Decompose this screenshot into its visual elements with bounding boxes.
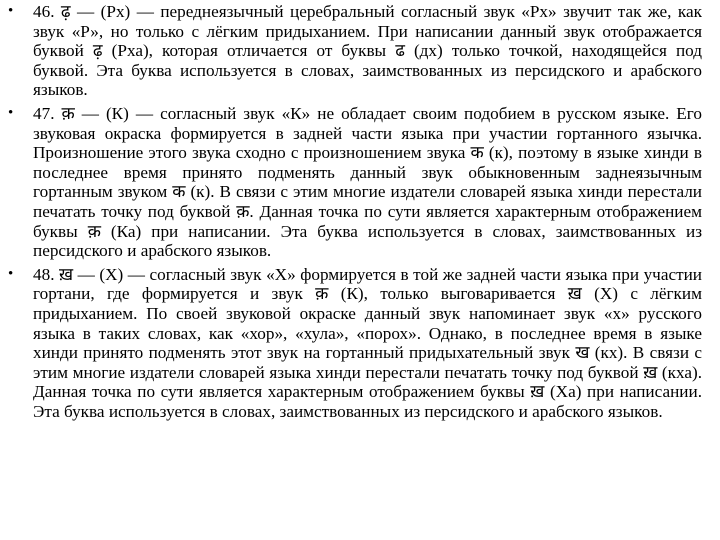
- bullet-marker: •: [8, 3, 14, 19]
- bullet-marker: •: [8, 104, 14, 121]
- list-item-47: [8, 104, 702, 261]
- bullet-list: [8, 2, 702, 421]
- list-item-48: [8, 265, 702, 422]
- paragraph-text: 48. ख़ — (Х) — согласный звук «Х» формируется в той же задней части языка при участии гортани, где формируется и звук क़ (К), только выговаривается ख़ (Х) с лёгким придыханием. По своей звуковой окраске данный звук напоминает звук «х» русского языка в таких словах, как «хор», «хула», «порох». Однако, в последнее время в языке хинди принято подменять этот звук на гортанный придыхательный звук ख (кх). В связи с этим многие издатели словарей языка хинди перестали печатать точку под буквой ख़ (кха). Данная точка по сути является характерным отображением буквы ख़ (Ха) при написании. Эта буква используется в словах, заимствованных из персидского и арабского языков.: [33, 264, 702, 421]
- list-item-46: [8, 2, 702, 100]
- paragraph-text: 47. क़ — (К) — согласный звук «К» не обладает своим подобием в русском языке. Его звуковая окраска формируется в задней части языка при участии гортанного язычка. Произношение этого звука сходно с произношением звука क (к), поэтому в языке хинди в последнее время принято подменять данный звук обыкновенным заднеязычным гортанным звуком क (к). В связи с этим многие издатели словарей языка хинди перестали печатать точку под буквой क़. Данная точка по сути является характерным отображением буквы क़ (Ка) при написании. Эта буква используется в словах, заимствованных из персидского и арабского языков.: [33, 103, 702, 261]
- bullet-marker: •: [8, 265, 14, 282]
- paragraph-text: 46. ढ़ — (Рх) — переднеязычный церебральный согласный звук «Рх» звучит так же, как звук «Р», но только с лёгким придыханием. При написании данный звук отображается буквой ढ़ (Рха), которая отличается от буквы ढ (дх) только точкой, находящейся под буквой. Эта буква используется в словах, заимствованных из персидского и арабского языков.: [33, 2, 702, 100]
